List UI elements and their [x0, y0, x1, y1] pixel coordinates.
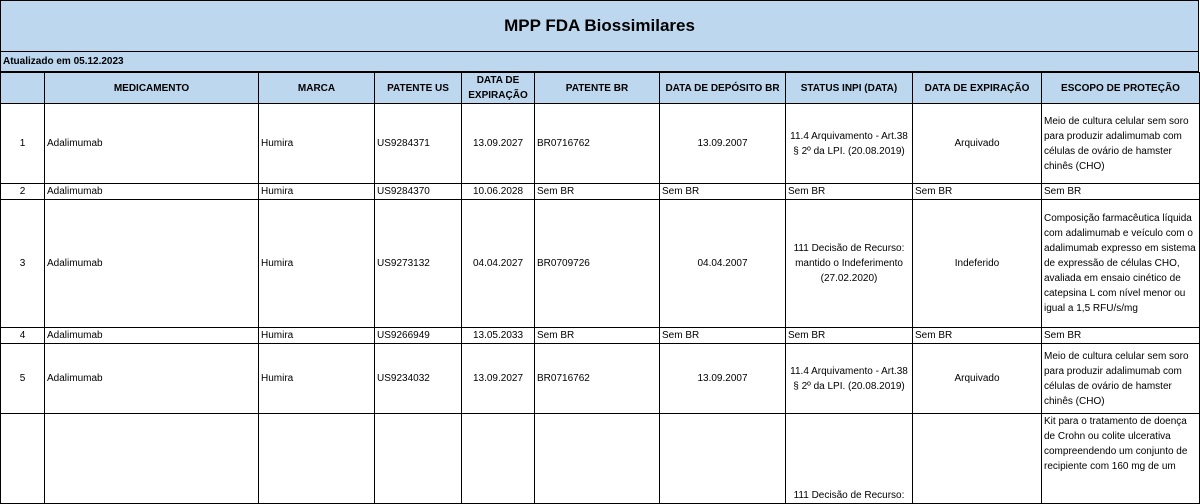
cell-patente-br[interactable]: Sem BR	[535, 328, 660, 344]
cell-medicamento[interactable]: Adalimumab	[45, 344, 259, 414]
cell-patente-us[interactable]: US9284370	[375, 184, 462, 200]
cell-data-deposito-br[interactable]: Sem BR	[660, 184, 786, 200]
cell-patente-us[interactable]	[375, 414, 462, 504]
cell-medicamento[interactable]: Adalimumab	[45, 104, 259, 184]
header-escopo[interactable]: ESCOPO DE PROTEÇÃO	[1042, 73, 1200, 104]
header-num[interactable]	[1, 73, 45, 104]
cell-data-expiracao-us[interactable]: 10.06.2028	[462, 184, 535, 200]
cell-patente-br[interactable]: BR0716762	[535, 344, 660, 414]
cell-status-inpi[interactable]: 11.4 Arquivamento - Art.38 § 2º da LPI. (20.08.2019)	[786, 104, 913, 184]
table-row	[1, 104, 1200, 184]
header-patente-us[interactable]: PATENTE US	[375, 73, 462, 104]
cell-escopo[interactable]: Sem BR	[1042, 184, 1200, 200]
cell-data-expiracao-us[interactable]: 13.09.2027	[462, 104, 535, 184]
cell-status-inpi[interactable]: Sem BR	[786, 328, 913, 344]
cell-num[interactable]: 1	[1, 104, 45, 184]
header-data-expiracao-us[interactable]: DATA DE EXPIRAÇÃO	[462, 73, 535, 104]
header-status-inpi[interactable]: STATUS INPI (DATA)	[786, 73, 913, 104]
header-row	[1, 73, 1200, 104]
cell-patente-us[interactable]: US9273132	[375, 200, 462, 328]
header-patente-br[interactable]: PATENTE BR	[535, 73, 660, 104]
cell-data-expiracao-us[interactable]: 13.09.2027	[462, 344, 535, 414]
cell-num[interactable]	[1, 414, 45, 504]
cell-data-expiracao-br[interactable]: Arquivado	[913, 344, 1042, 414]
cell-marca[interactable]: Humira	[259, 104, 375, 184]
cell-escopo[interactable]: Sem BR	[1042, 328, 1200, 344]
cell-marca[interactable]: Humira	[259, 184, 375, 200]
cell-marca[interactable]	[259, 414, 375, 504]
header-data-expiracao-br[interactable]: DATA DE EXPIRAÇÃO	[913, 73, 1042, 104]
header-marca[interactable]: MARCA	[259, 73, 375, 104]
cell-patente-br[interactable]: Sem BR	[535, 184, 660, 200]
cell-marca[interactable]: Humira	[259, 344, 375, 414]
table-row	[1, 184, 1200, 200]
table-row	[1, 328, 1200, 344]
updated-date: Atualizado em 05.12.2023	[0, 52, 1199, 72]
cell-patente-br[interactable]	[535, 414, 660, 504]
cell-num[interactable]: 2	[1, 184, 45, 200]
cell-patente-us[interactable]: US9234032	[375, 344, 462, 414]
cell-patente-br[interactable]: BR0716762	[535, 104, 660, 184]
cell-data-expiracao-us[interactable]	[462, 414, 535, 504]
cell-medicamento[interactable]	[45, 414, 259, 504]
cell-status-inpi[interactable]: 11.4 Arquivamento - Art.38 § 2º da LPI. (20.08.2019)	[786, 344, 913, 414]
cell-data-expiracao-br[interactable]	[913, 414, 1042, 504]
table-row	[1, 344, 1200, 414]
cell-medicamento[interactable]: Adalimumab	[45, 200, 259, 328]
cell-num[interactable]: 5	[1, 344, 45, 414]
biosimilar-table	[0, 72, 1200, 504]
cell-data-expiracao-br[interactable]: Arquivado	[913, 104, 1042, 184]
cell-medicamento[interactable]: Adalimumab	[45, 328, 259, 344]
cell-num[interactable]: 4	[1, 328, 45, 344]
table-row	[1, 414, 1200, 504]
table-row	[1, 200, 1200, 328]
cell-marca[interactable]: Humira	[259, 328, 375, 344]
cell-data-expiracao-us[interactable]: 04.04.2027	[462, 200, 535, 328]
cell-escopo[interactable]: Kit para o tratamento de doença de Crohn ou colite ulcerativa compreendendo um conjunto de recipiente com 160 mg de um	[1042, 414, 1200, 504]
cell-data-deposito-br[interactable]: Sem BR	[660, 328, 786, 344]
cell-num[interactable]: 3	[1, 200, 45, 328]
cell-escopo[interactable]: Meio de cultura celular sem soro para produzir adalimumab com células de ovário de hamster chinês (CHO)	[1042, 104, 1200, 184]
cell-escopo[interactable]: Meio de cultura celular sem soro para produzir adalimumab com células de ovário de hamster chinês (CHO)	[1042, 344, 1200, 414]
cell-marca[interactable]: Humira	[259, 200, 375, 328]
header-medicamento[interactable]: MEDICAMENTO	[45, 73, 259, 104]
cell-data-expiracao-br[interactable]: Indeferido	[913, 200, 1042, 328]
cell-status-inpi[interactable]: 111 Decisão de Recurso:	[786, 414, 913, 504]
cell-data-deposito-br[interactable]: 13.09.2007	[660, 344, 786, 414]
cell-data-deposito-br[interactable]	[660, 414, 786, 504]
cell-data-expiracao-us[interactable]: 13.05.2033	[462, 328, 535, 344]
cell-patente-us[interactable]: US9266949	[375, 328, 462, 344]
cell-status-inpi[interactable]: Sem BR	[786, 184, 913, 200]
cell-data-expiracao-br[interactable]: Sem BR	[913, 184, 1042, 200]
cell-escopo[interactable]: Composição farmacêutica líquida com adalimumab e veículo com o adalimumab expresso em sistema de expressão de células CHO, avaliada em ensaio cinético de catepsina L com nível menor ou igual a 1,5 RFU/s/mg	[1042, 200, 1200, 328]
cell-medicamento[interactable]: Adalimumab	[45, 184, 259, 200]
cell-data-expiracao-br[interactable]: Sem BR	[913, 328, 1042, 344]
sheet-title: MPP FDA Biossimilares	[0, 0, 1199, 52]
header-data-deposito-br[interactable]: DATA DE DEPÓSITO BR	[660, 73, 786, 104]
cell-patente-br[interactable]: BR0709726	[535, 200, 660, 328]
cell-status-inpi[interactable]: 111 Decisão de Recurso: mantido o Indeferimento (27.02.2020)	[786, 200, 913, 328]
cell-patente-us[interactable]: US9284371	[375, 104, 462, 184]
cell-data-deposito-br[interactable]: 13.09.2007	[660, 104, 786, 184]
cell-data-deposito-br[interactable]: 04.04.2007	[660, 200, 786, 328]
